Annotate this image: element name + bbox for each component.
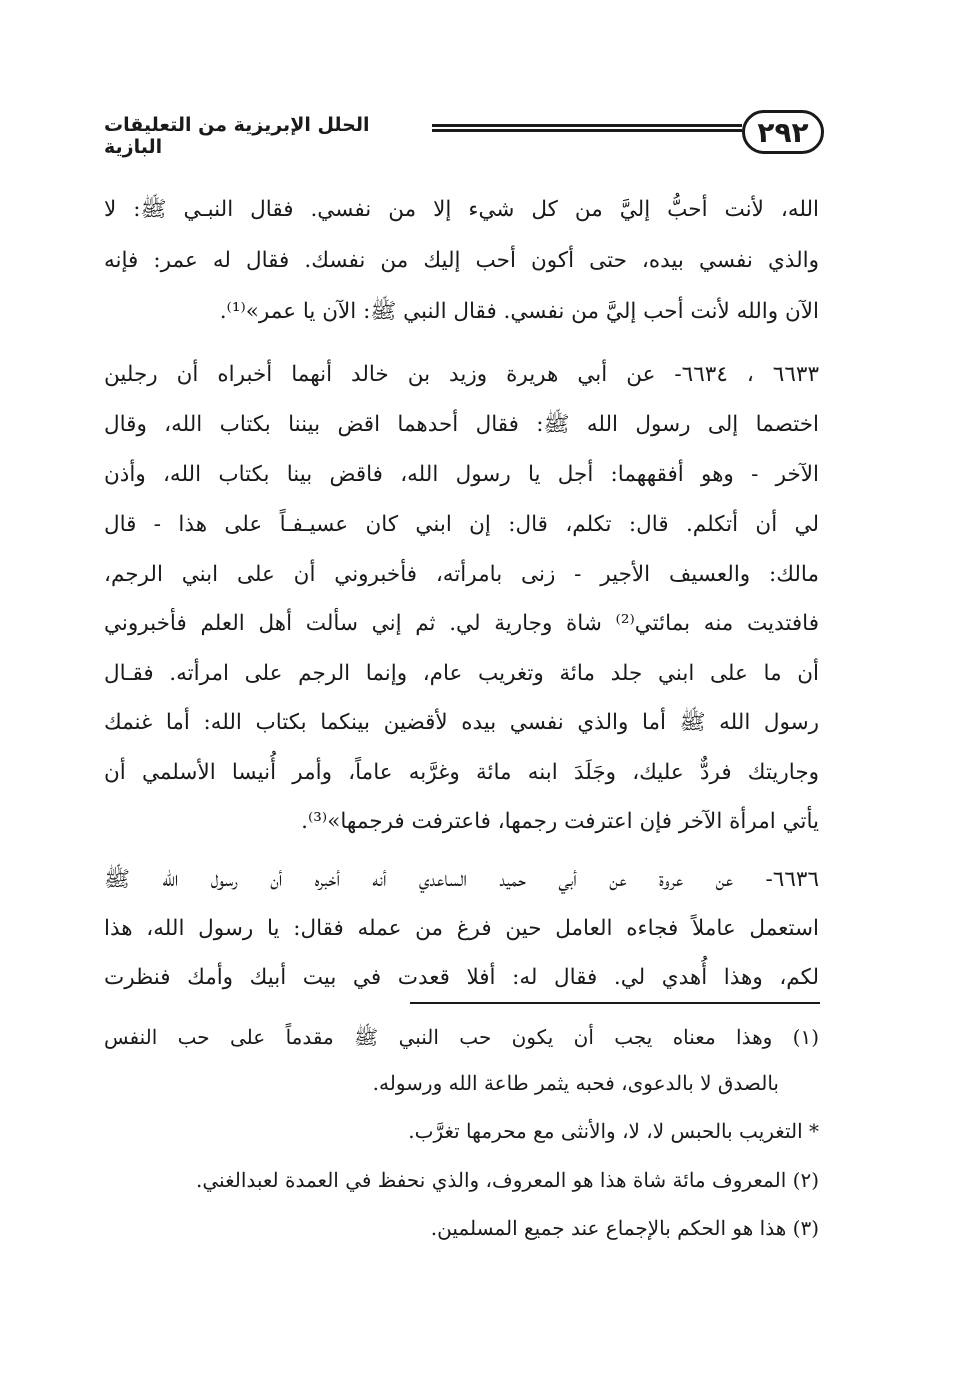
running-title: الحلل الإبريزية من التعليقات البازية (104, 114, 370, 158)
text-line: الله، لأنت أحبُّ إليَّ من كل شيء إلا من نفسي. فقال النبـي ﷺ: لا (104, 197, 819, 222)
text-line: ٦٦٣٣ ، ٦٦٣٤- عن أبي هريرة وزيد بن خالد أنهما أخبراه أن رجلين (104, 362, 819, 387)
footnote: (٣) هذا هو الحكم بالإجماع عند جميع المسلمين. (430, 1216, 819, 1240)
text-line: الآن والله لأنت أحب إليَّ من نفسي. فقال النبي ﷺ: الآن يا عمر»⁽¹⁾. (219, 299, 819, 324)
text-line: أن ما على ابني جلد مائة وتغريب عام، وإنما الرجم على امرأته. فقـال (104, 661, 819, 686)
text-line: مالك: والعسيف الأجير - زنى بامرأته، فأخبروني أن على ابني الرجم، (104, 562, 819, 587)
page-header (104, 110, 824, 158)
page-number: ٢٩٢ (742, 110, 824, 154)
text-line: لكم، وهذا أُهدي لي. فقال له: أفلا قعدت في بيت أبيك وأمك فنظرت (104, 965, 819, 990)
text-line: ٦٦٣٦- عن عروة عن أبي حميد الساعدي أنه أخبره أن رسول الله ﷺ (104, 867, 819, 892)
header-rule (432, 124, 742, 132)
text-line: الآخر - وهو أفقههما: أجل يا رسول الله، فاقض بينا بكتاب الله، وأذن (104, 462, 819, 487)
footnote: بالصدق لا بالدعوى، فحبه يثمر طاعة الله ورسوله. (372, 1071, 779, 1095)
text-line: وجاريتك فردٌّ عليك، وجَلَدَ ابنه مائة وغرَّبه عاماً، وأمر أُنيسا الأسلمي أن (104, 760, 819, 785)
text-line: اختصما إلى رسول الله ﷺ: فقال أحدهما اقض بيننا بكتاب الله، وقال (104, 412, 819, 437)
footnote: * التغريب بالحبس لا، لا، والأنثى مع محرمها تغرَّب. (408, 1119, 819, 1143)
footnote-separator (410, 1002, 820, 1004)
text-line: والذي نفسي بيده، حتى أكون أحب إليك من نفسك. فقال له عمر: فإنه (104, 248, 819, 273)
footnote: (٢) المعروف مائة شاة هذا هو المعروف، والذي نحفظ في العمدة لعبدالغني. (196, 1168, 819, 1192)
text-line: فافتديت منه بمائتي⁽²⁾ شاة وجارية لي. ثم إني سألت أهل العلم فأخبروني (104, 611, 819, 636)
text-line: لي أن أتكلم. قال: تكلم، قال: إن ابني كان عسيـفـاً على هذا - قال (104, 512, 819, 537)
footnote: (١) وهذا معناه يجب أن يكون حب النبي ﷺ مقدماً على حب النفس (104, 1025, 819, 1049)
text-line: يأتي امرأة الآخر فإن اعترفت رجمها، فاعترفت فرجمها»⁽³⁾. (301, 809, 819, 834)
text-line: استعمل عاملاً فجاءه العامل حين فرغ من عمله فقال: يا رسول الله، هذا (104, 916, 819, 941)
text-line: رسول الله ﷺ أما والذي نفسي بيده لأقضين بينكما بكتاب الله: أما غنمك (104, 710, 819, 735)
